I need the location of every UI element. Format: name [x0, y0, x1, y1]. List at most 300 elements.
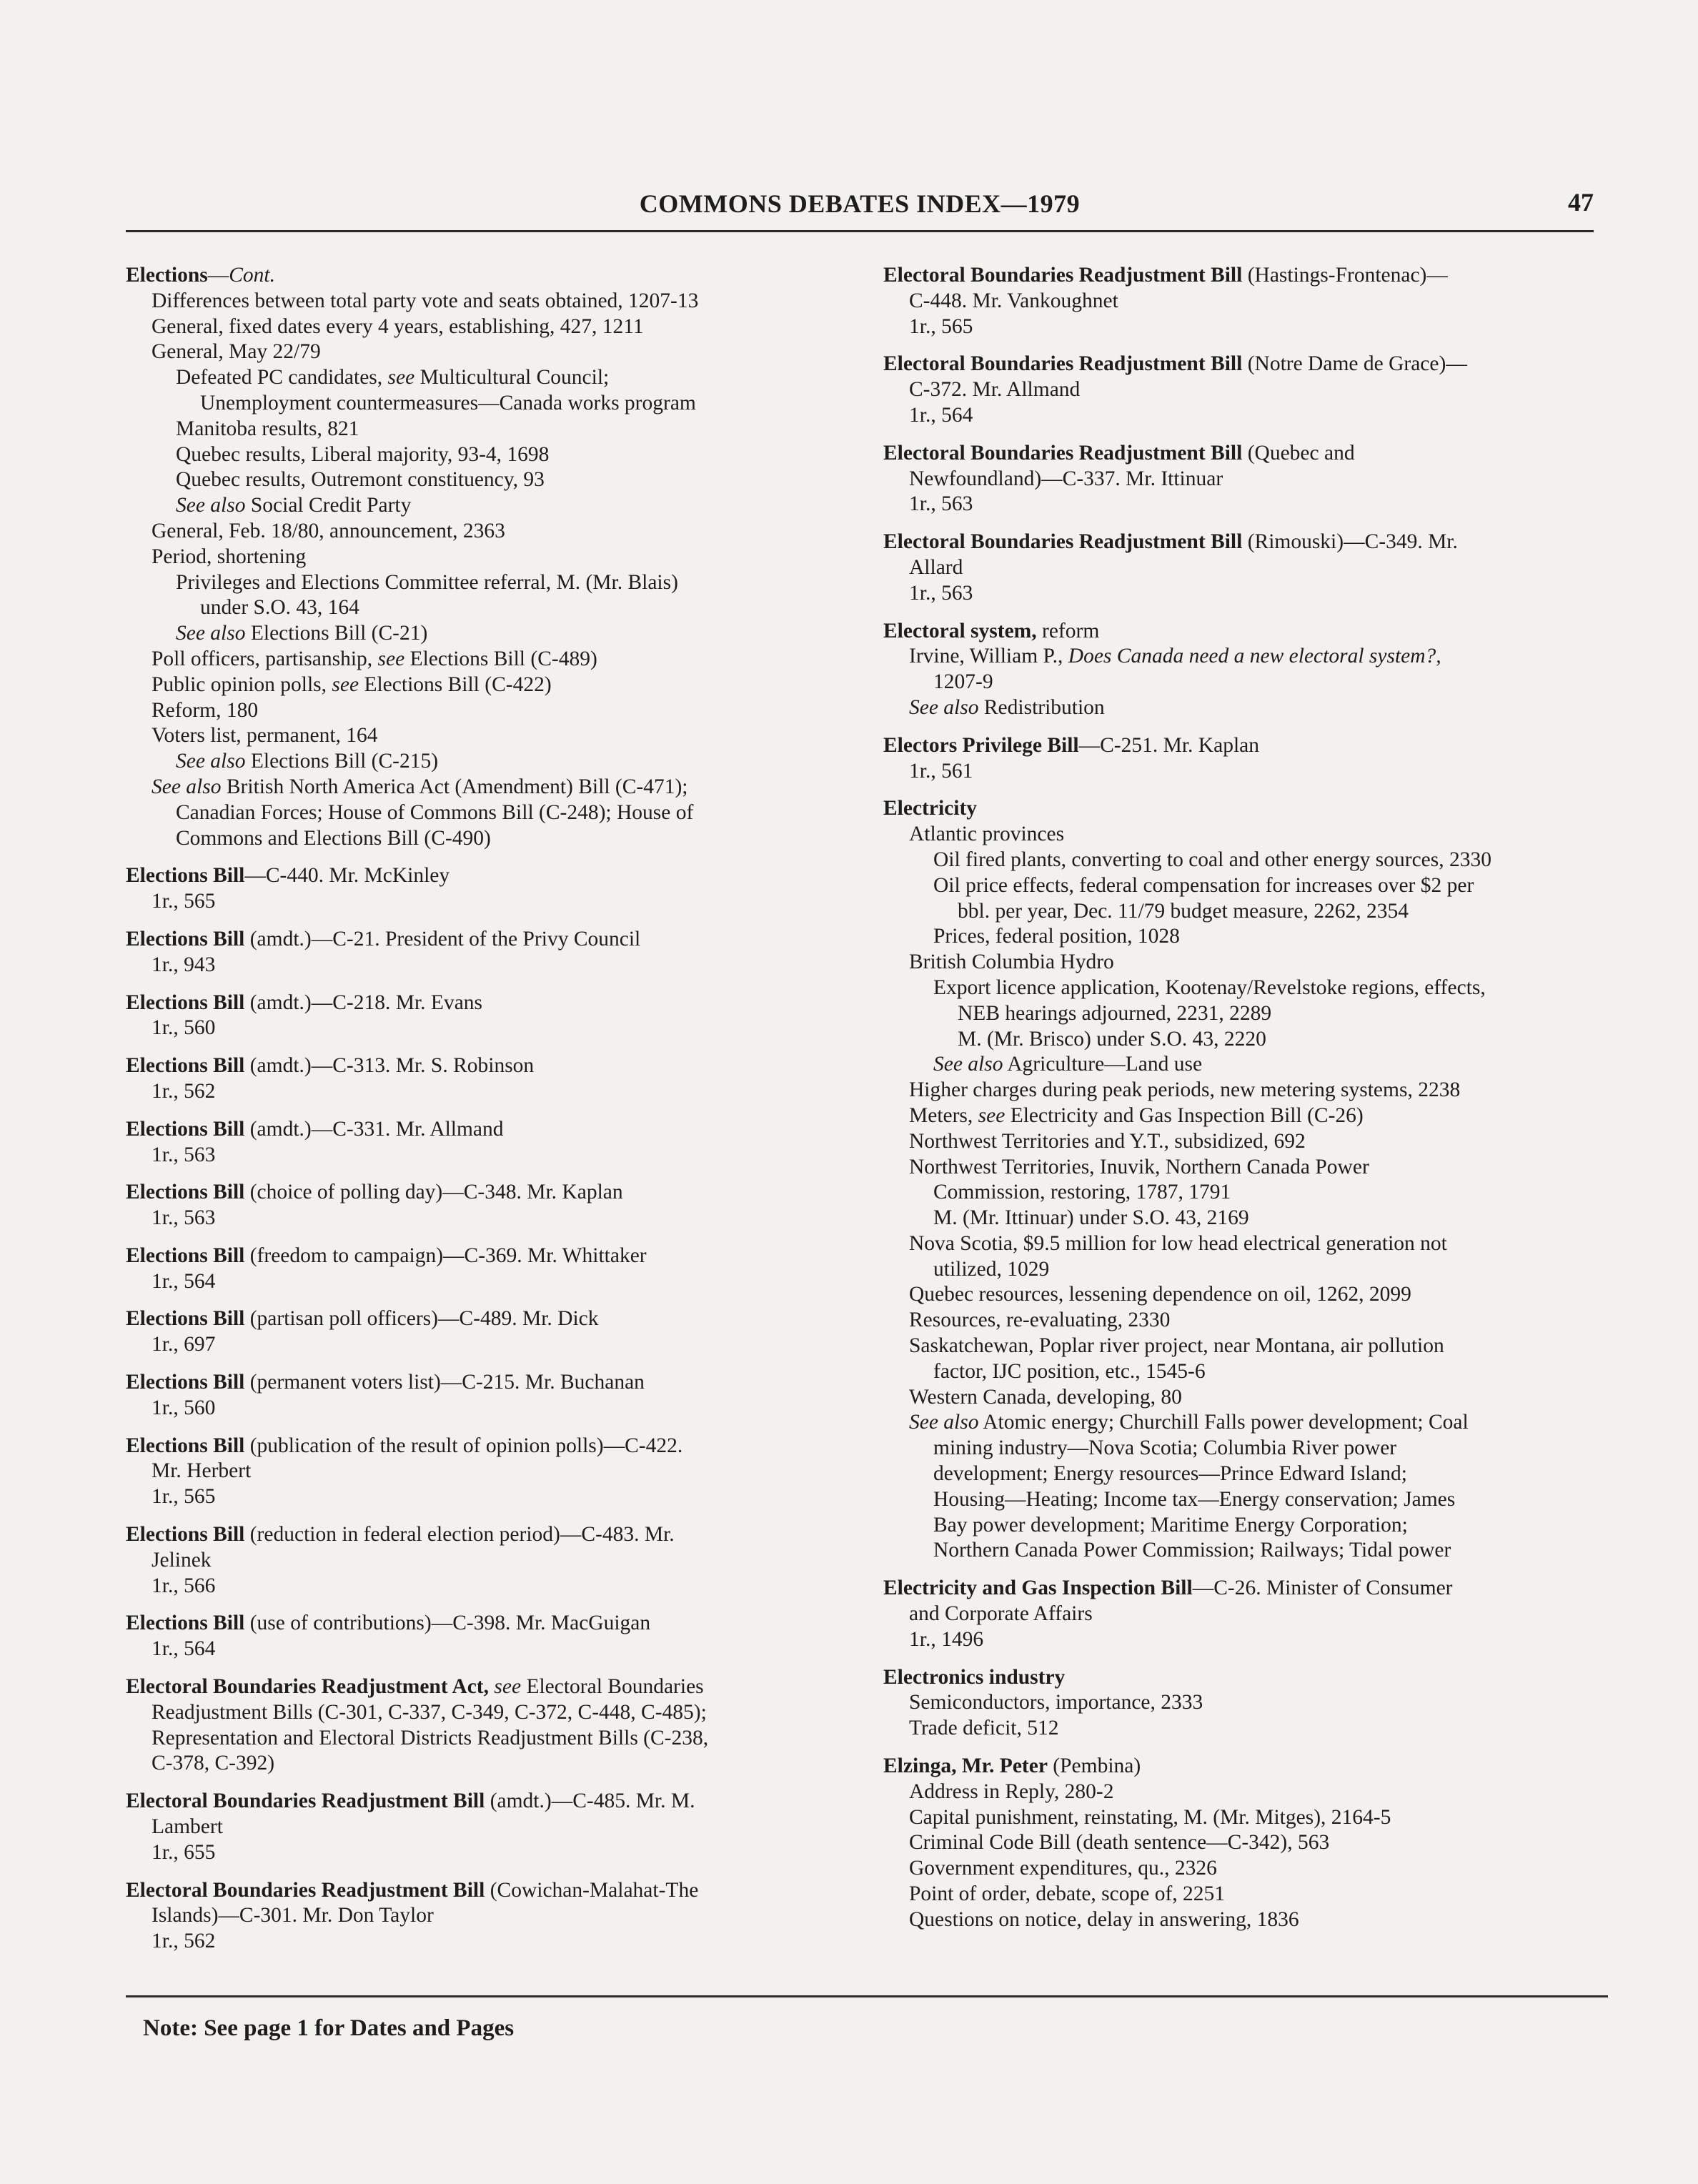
index-text: and Corporate Affairs: [909, 1602, 1093, 1626]
index-heading-line: [126, 1180, 848, 1206]
index-subentry-line: [126, 953, 848, 978]
index-text: NEB hearings adjourned, 2231, 2289: [958, 1001, 1272, 1025]
index-subentry-line: [126, 289, 848, 314]
index-text: Atomic energy; Churchill Falls power development; Coal: [978, 1411, 1469, 1434]
index-text: Electoral Boundaries: [521, 1675, 704, 1699]
index-text: mining industry—Nova Scotia; Columbia River power: [933, 1436, 1397, 1460]
index-text: 1r., 562: [152, 1079, 216, 1103]
index-text: (publication of the result of opinion polls)—C-422.: [244, 1434, 683, 1457]
index-text: 1r., 561: [909, 759, 973, 783]
index-subentry-line: [883, 1257, 1605, 1283]
italic-text: See also: [176, 494, 246, 517]
index-text: Higher charges during peak periods, new metering systems, 2238: [909, 1078, 1461, 1102]
index-entry: [126, 1878, 848, 1955]
italic-text: see: [332, 672, 359, 696]
index-subentry-line: [883, 1231, 1605, 1257]
index-term: Elzinga, Mr. Peter: [883, 1754, 1048, 1778]
index-text: Newfoundland)—C-337. Mr. Ittinuar: [909, 467, 1223, 490]
index-text: reform: [1036, 619, 1100, 642]
index-subentry-line: [883, 1282, 1605, 1308]
index-term: Elections Bill: [126, 927, 245, 950]
index-heading-line: [126, 1306, 848, 1332]
index-subentry-line: [883, 1907, 1605, 1933]
index-subentry-line: [126, 1484, 848, 1510]
index-text: 1r., 564: [152, 1637, 216, 1661]
index-term: Elections Bill: [126, 864, 245, 888]
index-term: Elections Bill: [126, 1434, 245, 1457]
index-term: Elections Bill: [126, 1371, 245, 1394]
index-text: (choice of polling day)—C-348. Mr. Kaplan: [244, 1181, 623, 1204]
index-subentry-line: [883, 1830, 1605, 1856]
footer-note: Note: See page 1 for Dates and Pages: [143, 2015, 515, 2041]
index-text: (permanent voters list)—C-215. Mr. Buchanan: [244, 1371, 645, 1394]
index-subentry-line: [883, 759, 1605, 785]
italic-text: see: [978, 1103, 1006, 1127]
index-text: British Columbia Hydro: [909, 950, 1114, 974]
index-text: Irvine, William P.,: [909, 645, 1068, 668]
index-subentry-line: [126, 1332, 848, 1358]
index-term: Electronics industry: [883, 1665, 1066, 1689]
index-text: Oil price effects, federal compensation for increases over $2 per: [933, 873, 1474, 897]
index-subentry-line: [126, 698, 848, 724]
index-text: 1r., 563: [152, 1206, 216, 1230]
index-heading-line: [126, 1117, 848, 1143]
index-subentry-line: [126, 826, 848, 852]
index-heading-line: [126, 1434, 848, 1459]
italic-text: see: [494, 1675, 522, 1699]
index-subentry-line: [126, 1815, 848, 1840]
index-text: 1r., 563: [909, 581, 973, 605]
index-term: Electoral Boundaries Readjustment Act,: [126, 1675, 495, 1699]
index-text: Jelinek: [152, 1548, 212, 1572]
index-entry: [883, 796, 1605, 1564]
index-entry: [126, 1117, 848, 1168]
index-text: Capital punishment, reinstating, M. (Mr. Mitges), 2164-5: [909, 1805, 1391, 1829]
index-entry: [126, 991, 848, 1042]
index-subentry-line: [126, 1459, 848, 1484]
index-text: Point of order, debate, scope of, 2251: [909, 1882, 1226, 1906]
index-text: Nova Scotia, $9.5 million for low head electrical generation not: [909, 1231, 1447, 1255]
index-subentry-line: [126, 1396, 848, 1421]
index-text: Commission, restoring, 1787, 1791: [933, 1181, 1231, 1204]
index-term: Elections Bill: [126, 1523, 245, 1547]
index-heading-line: [126, 1053, 848, 1079]
index-subentry-line: [883, 1180, 1605, 1206]
index-subentry-line: [883, 695, 1605, 721]
index-subentry-line: [883, 581, 1605, 607]
index-text: Period, shortening: [152, 545, 307, 568]
index-subentry-line: [126, 570, 848, 596]
index-subentry-line: [883, 1461, 1605, 1487]
index-subentry-line: [883, 1385, 1605, 1411]
index-subentry-line: [126, 723, 848, 749]
index-entry: [883, 1665, 1605, 1742]
index-text: (use of contributions)—C-398. Mr. MacGuigan: [244, 1612, 651, 1635]
index-subentry-line: [883, 1436, 1605, 1461]
index-subentry-line: [883, 1856, 1605, 1882]
index-term: Electoral Boundaries Readjustment Bill: [883, 530, 1243, 554]
index-entry: [126, 1611, 848, 1662]
index-subentry-line: [883, 1129, 1605, 1155]
italic-text: see: [377, 647, 405, 670]
index-text: —C-440. Mr. McKinley: [244, 864, 450, 888]
index-term: Electoral Boundaries Readjustment Bill: [883, 264, 1243, 287]
index-term: Elections Bill: [126, 1244, 245, 1267]
italic-text: Cont.: [229, 264, 275, 287]
index-subentry-line: [126, 1903, 848, 1929]
index-heading-line: [126, 1789, 848, 1815]
index-text: Public opinion polls,: [152, 672, 332, 696]
index-text: Questions on notice, delay in answering, 1836: [909, 1907, 1299, 1931]
index-text: Defeated PC candidates,: [176, 366, 388, 389]
italic-text: See also: [176, 622, 246, 645]
index-text: M. (Mr. Ittinuar) under S.O. 43, 2169: [933, 1206, 1249, 1230]
index-term: Elections: [126, 264, 208, 287]
index-subentry-line: [883, 1001, 1605, 1027]
index-subentry-line: [883, 1538, 1605, 1564]
italic-text: See also: [933, 1053, 1003, 1076]
index-text: Lambert: [152, 1815, 223, 1839]
page-number: 47: [1568, 188, 1594, 217]
index-heading-line: [126, 991, 848, 1016]
index-text: Quebec results, Outremont constituency, 93: [176, 468, 545, 492]
index-subentry-line: [126, 1751, 848, 1777]
index-text: (Quebec and: [1242, 441, 1355, 465]
index-subentry-line: [883, 822, 1605, 848]
index-entry: [883, 733, 1605, 785]
index-text: utilized, 1029: [933, 1257, 1050, 1281]
index-subentry-line: [883, 1690, 1605, 1716]
index-text: (Cowichan-Malahat-The: [485, 1878, 699, 1902]
italic-text: Does Canada need a new electoral system?,: [1068, 645, 1441, 668]
index-entry: [126, 1522, 848, 1599]
index-subentry-line: [883, 1103, 1605, 1129]
index-text: C-372. Mr. Allmand: [909, 378, 1081, 402]
index-heading-line: [126, 263, 848, 289]
index-subentry-line: [883, 1882, 1605, 1907]
index-text: (freedom to campaign)—C-369. Mr. Whittaker: [244, 1244, 647, 1267]
index-subentry-line: [126, 493, 848, 519]
index-heading-line: [126, 1370, 848, 1396]
index-text: 1r., 560: [152, 1016, 216, 1040]
index-subentry-line: [883, 1627, 1605, 1653]
index-entry: [883, 263, 1605, 339]
index-text: —C-26. Minister of Consumer: [1192, 1577, 1453, 1600]
index-text: (Pembina): [1047, 1754, 1141, 1778]
index-subentry-line: [126, 1548, 848, 1574]
index-subentry-line: [126, 1269, 848, 1295]
index-heading-line: [883, 1754, 1605, 1780]
index-text: 1r., 563: [152, 1143, 216, 1166]
index-text: Saskatchewan, Poplar river project, near Montana, air pollution: [909, 1334, 1444, 1358]
index-subentry-line: [126, 1079, 848, 1105]
index-text: Elections Bill (C-21): [245, 622, 428, 645]
index-subentry-line: [883, 1052, 1605, 1078]
index-text: (amdt.)—C-313. Mr. S. Robinson: [244, 1054, 535, 1078]
index-text: 1r., 564: [909, 403, 973, 427]
index-subentry-line: [883, 848, 1605, 873]
index-heading-line: [126, 1674, 848, 1700]
index-text: 1r., 563: [909, 492, 973, 516]
index-heading-line: [126, 927, 848, 953]
index-text: 1r., 560: [152, 1396, 216, 1419]
index-subentry-line: [883, 1513, 1605, 1539]
index-text: Trade deficit, 512: [909, 1717, 1059, 1740]
index-text: British North America Act (Amendment) Bill (C-471);: [221, 775, 688, 798]
index-term: Elections Bill: [126, 1054, 245, 1078]
index-text: Poll officers, partisanship,: [152, 647, 378, 670]
index-subentry-line: [126, 467, 848, 493]
index-subentry-line: [883, 377, 1605, 403]
index-text: (amdt.)—C-485. Mr. M.: [485, 1790, 695, 1813]
index-entry: [883, 619, 1605, 721]
index-heading-line: [883, 441, 1605, 467]
index-text: Oil fired plants, converting to coal and other energy sources, 2330: [933, 848, 1491, 871]
index-term: Electoral Boundaries Readjustment Bill: [883, 352, 1243, 376]
index-subentry-line: [126, 1143, 848, 1168]
index-subentry-line: [126, 339, 848, 365]
index-term: Electoral Boundaries Readjustment Bill: [883, 441, 1243, 465]
index-subentry-line: [126, 391, 848, 417]
index-subentry-line: [126, 314, 848, 340]
index-text: (reduction in federal election period)—C-483. Mr.: [244, 1523, 675, 1547]
index-subentry-line: [883, 950, 1605, 976]
index-text: Government expenditures, qu., 2326: [909, 1857, 1217, 1880]
index-subentry-line: [126, 749, 848, 775]
right-column: [883, 263, 1605, 1945]
italic-text: See also: [909, 695, 979, 719]
index-heading-line: [126, 1611, 848, 1637]
index-text: (amdt.)—C-218. Mr. Evans: [244, 991, 483, 1014]
index-heading-line: [126, 1244, 848, 1269]
index-text: Elections Bill (C-422): [359, 672, 552, 696]
index-subentry-line: [126, 365, 848, 391]
index-subentry-line: [883, 289, 1605, 314]
index-text: Housing—Heating; Income tax—Energy conservation; James: [933, 1487, 1456, 1511]
index-text: 1r., 655: [152, 1840, 216, 1864]
index-subentry-line: [126, 1574, 848, 1599]
index-subentry-line: [126, 1016, 848, 1041]
index-entry: [126, 863, 848, 915]
index-subentry-line: [883, 899, 1605, 925]
index-text: Resources, re-evaluating, 2330: [909, 1309, 1171, 1332]
index-subentry-line: [126, 647, 848, 672]
index-text: (amdt.)—C-21. President of the Privy Council: [244, 927, 641, 950]
index-subentry-line: [126, 417, 848, 442]
left-column: [126, 263, 848, 1967]
index-entry: [126, 1370, 848, 1421]
index-text: Allard: [909, 555, 963, 579]
index-term: Elections Bill: [126, 1117, 245, 1141]
index-text: General, Feb. 18/80, announcement, 2363: [152, 519, 505, 542]
index-text: Voters list, permanent, 164: [152, 724, 378, 748]
index-heading-line: [883, 1665, 1605, 1691]
index-heading-line: [883, 1576, 1605, 1602]
index-heading-line: [126, 1522, 848, 1548]
index-text: 1r., 943: [152, 953, 216, 976]
index-subentry-line: [883, 1078, 1605, 1103]
index-text: Manitoba results, 821: [176, 417, 359, 440]
index-heading-line: [883, 263, 1605, 289]
index-entry: [126, 1789, 848, 1865]
index-subentry-line: [883, 924, 1605, 950]
index-text: Reform, 180: [152, 698, 259, 722]
index-subentry-line: [126, 1637, 848, 1662]
index-entry: [126, 1053, 848, 1105]
italic-text: See also: [909, 1411, 979, 1434]
index-subentry-line: [883, 467, 1605, 492]
index-term: Electoral Boundaries Readjustment Bill: [126, 1790, 485, 1813]
index-text: Readjustment Bills (C-301, C-337, C-349, C-372, C-448, C-485);: [152, 1700, 707, 1724]
index-subentry-line: [883, 1805, 1605, 1831]
index-heading-line: [126, 1878, 848, 1904]
index-subentry-line: [883, 873, 1605, 899]
index-subentry-line: [126, 889, 848, 915]
index-text: Atlantic provinces: [909, 823, 1065, 846]
index-heading-line: [883, 733, 1605, 759]
index-subentry-line: [126, 442, 848, 468]
index-text: under S.O. 43, 164: [200, 596, 359, 620]
index-text: Northwest Territories and Y.T., subsidized, 692: [909, 1129, 1306, 1153]
index-entry: [126, 1434, 848, 1510]
index-subentry-line: [883, 1716, 1605, 1742]
index-term: Electoral Boundaries Readjustment Bill: [126, 1878, 485, 1902]
index-text: Quebec results, Liberal majority, 93-4, 1698: [176, 442, 550, 466]
index-text: Semiconductors, importance, 2333: [909, 1691, 1203, 1714]
index-subentry-line: [883, 1602, 1605, 1627]
index-text: factor, IJC position, etc., 1545-6: [933, 1359, 1206, 1383]
index-subentry-line: [126, 775, 848, 800]
index-subentry-line: [126, 800, 848, 826]
index-heading-line: [883, 796, 1605, 822]
index-text: C-378, C-392): [152, 1752, 275, 1775]
index-subentry-line: [126, 1700, 848, 1726]
index-text: (partisan poll officers)—C-489. Mr. Dick: [244, 1307, 599, 1331]
index-subentry-line: [883, 492, 1605, 517]
index-text: Prices, federal position, 1028: [933, 925, 1180, 948]
index-subentry-line: [883, 555, 1605, 581]
index-text: Electricity and Gas Inspection Bill (C-26): [1005, 1103, 1364, 1127]
index-heading-line: [126, 863, 848, 889]
index-term: Electricity: [883, 797, 978, 820]
italic-text: see: [387, 366, 415, 389]
index-entry: [126, 1674, 848, 1777]
index-subentry-line: [883, 1487, 1605, 1513]
index-subentry-line: [883, 1027, 1605, 1053]
footer-rule: [126, 1995, 1608, 1997]
index-text: Differences between total party vote and seats obtained, 1207-13: [152, 289, 699, 312]
index-text: Western Canada, developing, 80: [909, 1385, 1182, 1409]
index-subentry-line: [126, 595, 848, 621]
index-subentry-line: [883, 1780, 1605, 1805]
index-subentry-line: [126, 1726, 848, 1752]
index-text: General, May 22/79: [152, 340, 321, 364]
index-text: Unemployment countermeasures—Canada works program: [200, 391, 696, 415]
italic-text: See also: [176, 750, 246, 773]
index-text: —C-251. Mr. Kaplan: [1078, 733, 1259, 757]
index-text: M. (Mr. Brisco) under S.O. 43, 2220: [958, 1027, 1266, 1051]
index-subentry-line: [883, 1334, 1605, 1359]
index-heading-line: [883, 352, 1605, 377]
index-entry: [883, 1576, 1605, 1652]
index-subentry-line: [126, 672, 848, 698]
index-text: Northern Canada Power Commission; Railways; Tidal power: [933, 1539, 1451, 1562]
index-subentry-line: [126, 1206, 848, 1231]
index-entry: [126, 927, 848, 978]
index-text: Redistribution: [978, 695, 1105, 719]
index-text: Northwest Territories, Inuvik, Northern Canada Power: [909, 1155, 1369, 1178]
index-subentry-line: [883, 644, 1605, 670]
index-text: 1r., 566: [152, 1574, 216, 1597]
index-subentry-line: [883, 1155, 1605, 1181]
index-text: 1r., 565: [152, 890, 216, 913]
index-text: 1r., 565: [909, 314, 973, 338]
index-text: Mr. Herbert: [152, 1459, 252, 1483]
index-text: Representation and Electoral Districts Readjustment Bills (C-238,: [152, 1726, 709, 1749]
index-heading-line: [883, 530, 1605, 555]
index-entry: [883, 441, 1605, 517]
index-term: Electors Privilege Bill: [883, 733, 1079, 757]
index-text: Export licence application, Kootenay/Revelstoke regions, effects,: [933, 976, 1486, 999]
index-text: C-448. Mr. Vankoughnet: [909, 289, 1118, 312]
index-text: Islands)—C-301. Mr. Don Taylor: [152, 1904, 434, 1927]
index-text: (Hastings-Frontenac)—: [1242, 264, 1448, 287]
index-text: Meters,: [909, 1103, 978, 1127]
index-heading-line: [883, 619, 1605, 645]
index-subentry-line: [883, 1206, 1605, 1231]
index-subentry-line: [126, 621, 848, 647]
index-subentry-line: [883, 670, 1605, 695]
index-term: Elections Bill: [126, 1612, 245, 1635]
italic-text: See also: [152, 775, 222, 798]
index-term: Elections Bill: [126, 991, 245, 1014]
index-term: Electoral system,: [883, 619, 1037, 642]
index-text: (amdt.)—C-331. Mr. Allmand: [244, 1117, 504, 1141]
index-term: Elections Bill: [126, 1307, 245, 1331]
index-text: 1r., 562: [152, 1930, 216, 1953]
index-text: Commons and Elections Bill (C-490): [176, 826, 491, 850]
index-text: 1r., 564: [152, 1269, 216, 1293]
index-entry: [126, 1306, 848, 1358]
index-subentry-line: [126, 1929, 848, 1955]
index-subentry-line: [883, 1410, 1605, 1436]
index-text: Canadian Forces; House of Commons Bill (C-248); House of: [176, 800, 694, 824]
index-text: Bay power development; Maritime Energy Corporation;: [933, 1513, 1408, 1537]
index-text: bbl. per year, Dec. 11/79 budget measure, 2262, 2354: [958, 899, 1409, 923]
index-text: General, fixed dates every 4 years, establishing, 427, 1211: [152, 314, 644, 338]
index-entry: [883, 352, 1605, 428]
index-text: 1r., 697: [152, 1333, 216, 1356]
index-text: Privileges and Elections Committee referral, M. (Mr. Blais): [176, 570, 678, 594]
index-term: Electricity and Gas Inspection Bill: [883, 1577, 1193, 1600]
index-text: Agriculture—Land use: [1003, 1053, 1203, 1076]
index-subentry-line: [126, 1840, 848, 1866]
index-text: —: [207, 264, 229, 287]
index-text: 1r., 565: [152, 1485, 216, 1509]
index-text: Elections Bill (C-489): [404, 647, 597, 670]
index-subentry-line: [883, 1308, 1605, 1334]
index-entry: [126, 1244, 848, 1295]
index-text: Social Credit Party: [245, 494, 412, 517]
index-text: (Rimouski)—C-349. Mr.: [1242, 530, 1458, 554]
index-text: Criminal Code Bill (death sentence—C-342), 563: [909, 1831, 1330, 1855]
index-subentry-line: [126, 519, 848, 545]
index-text: Address in Reply, 280-2: [909, 1780, 1114, 1803]
index-subentry-line: [883, 314, 1605, 340]
index-entry: [883, 1754, 1605, 1933]
page-header: [126, 187, 1594, 232]
index-text: Multicultural Council;: [414, 366, 610, 389]
